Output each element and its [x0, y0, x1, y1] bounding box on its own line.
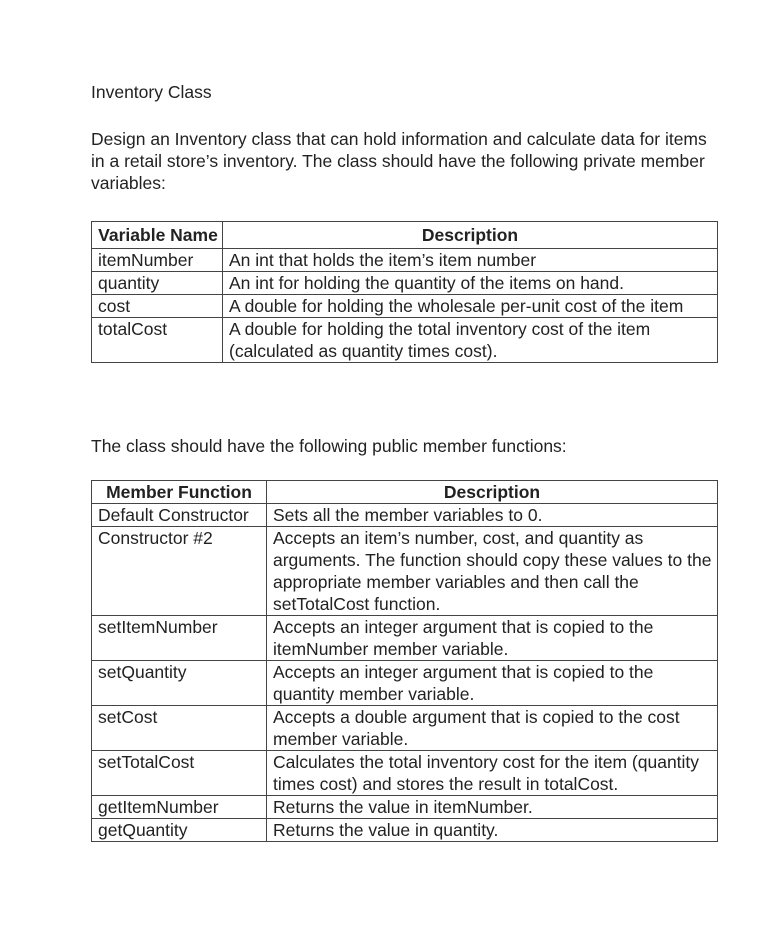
- table-row: [92, 249, 718, 272]
- function-name-cell: setCost: [92, 706, 267, 751]
- function-description-cell: Returns the value in quantity.: [267, 819, 718, 842]
- table-row: [92, 504, 718, 527]
- function-name-cell: setQuantity: [92, 661, 267, 706]
- function-name-cell: Constructor #2: [92, 527, 267, 616]
- variable-name-cell: itemNumber: [92, 249, 223, 272]
- function-description-cell: Accepts an integer argument that is copied to the itemNumber member variable.: [267, 616, 718, 661]
- variable-description-cell: A double for holding the total inventory cost of the item (calculated as quantity times cost).: [223, 318, 718, 363]
- table-row: [92, 661, 718, 706]
- page-title: Inventory Class: [91, 82, 212, 102]
- variable-description-cell: An int that holds the item’s item number: [223, 249, 718, 272]
- variable-description-cell: An int for holding the quantity of the items on hand.: [223, 272, 718, 295]
- function-name-cell: setTotalCost: [92, 751, 267, 796]
- function-name-cell: getItemNumber: [92, 796, 267, 819]
- function-description-cell: Accepts a double argument that is copied to the cost member variable.: [267, 706, 718, 751]
- column-header-description: Description: [267, 481, 718, 504]
- table-row: [92, 706, 718, 751]
- function-description-cell: Calculates the total inventory cost for the item (quantity times cost) and stores the result in totalCost.: [267, 751, 718, 796]
- function-description-cell: Sets all the member variables to 0.: [267, 504, 718, 527]
- function-name-cell: setItemNumber: [92, 616, 267, 661]
- table-row: [92, 616, 718, 661]
- column-header-member-function: Member Function: [92, 481, 267, 504]
- table-header-row: [92, 222, 718, 249]
- variable-description-cell: A double for holding the wholesale per-unit cost of the item: [223, 295, 718, 318]
- variable-name-cell: quantity: [92, 272, 223, 295]
- table-row: [92, 751, 718, 796]
- functions-table: [91, 480, 718, 842]
- variable-name-cell: totalCost: [92, 318, 223, 363]
- table-header-row: [92, 481, 718, 504]
- column-header-description: Description: [223, 222, 718, 249]
- function-description-cell: Accepts an item’s number, cost, and quantity as arguments. The function should copy these values to the appropriate member variables and then call the setTotalCost function.: [267, 527, 718, 616]
- table-row: [92, 295, 718, 318]
- table-row: [92, 796, 718, 819]
- table-row: [92, 527, 718, 616]
- function-description-cell: Accepts an integer argument that is copied to the quantity member variable.: [267, 661, 718, 706]
- table-row: [92, 318, 718, 363]
- functions-intro: The class should have the following public member functions:: [91, 436, 567, 456]
- function-name-cell: Default Constructor: [92, 504, 267, 527]
- intro-paragraph: Design an Inventory class that can hold information and calculate data for items in a retail store’s inventory. The class should have the following private member variables:: [91, 129, 707, 193]
- variables-table: [91, 221, 718, 363]
- function-name-cell: getQuantity: [92, 819, 267, 842]
- function-description-cell: Returns the value in itemNumber.: [267, 796, 718, 819]
- variable-name-cell: cost: [92, 295, 223, 318]
- table-row: [92, 819, 718, 842]
- table-row: [92, 272, 718, 295]
- column-header-variable-name: Variable Name: [92, 222, 223, 249]
